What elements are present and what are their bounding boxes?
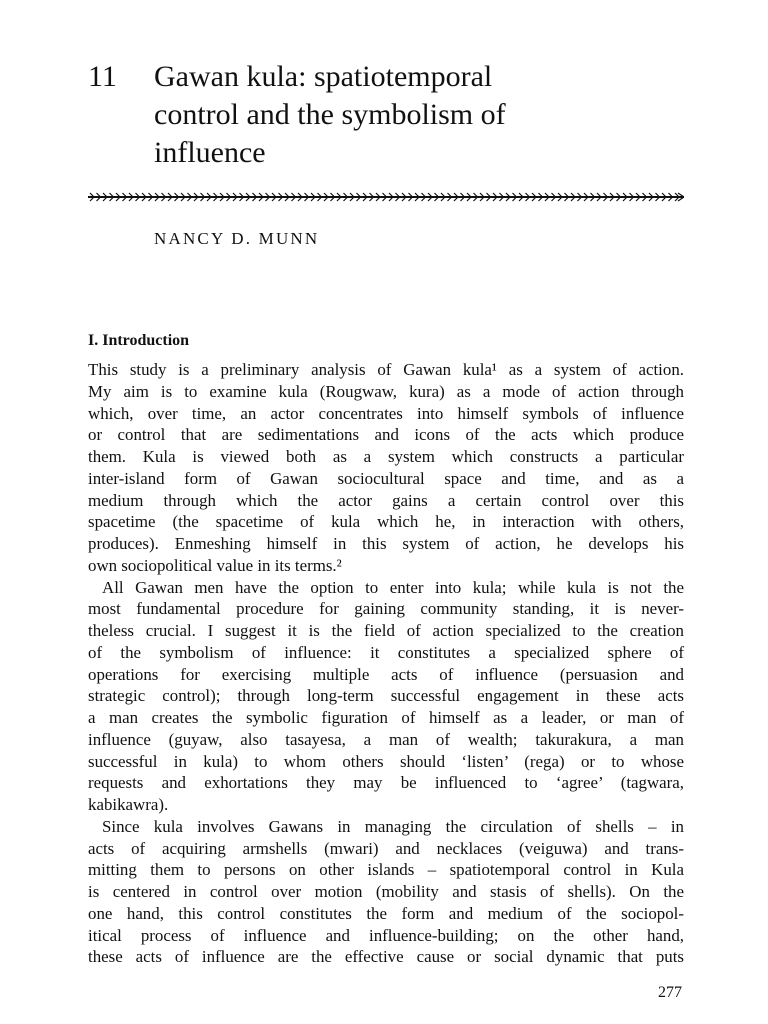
chapter-title-lines	[154, 58, 506, 172]
text-line: successful in kula) to whom others should ‘listen’ (rega) or to whose	[88, 751, 684, 771]
text-line: This study is a preliminary analysis of Gawan kula¹ as a system of action.	[88, 360, 684, 379]
text-line: produces). Enmeshing himself in this system of action, he develops his	[88, 534, 684, 553]
page-number: 277	[658, 984, 682, 1001]
text-line: itical process of influence and influence-building; on the other hand,	[88, 925, 684, 945]
text-line: which, over time, an actor concentrates into himself symbols of influence	[88, 403, 684, 423]
text-line: My aim is to examine kula (Rougwaw, kura) as a mode of action through	[88, 381, 684, 401]
text-line: requests and exhortations they may be influenced to ‘agree’ (tagwara,	[88, 773, 684, 793]
text-line: a man creates the symbolic figuration of himself as a leader, or man of	[88, 708, 684, 727]
text-line: operations for exercising multiple acts of influence (persuasion and	[88, 664, 684, 684]
chapter-title	[88, 58, 708, 172]
chapter-title-line: influence	[154, 136, 266, 169]
text-line: spacetime (the spacetime of kula which he, in interaction with others,	[88, 512, 684, 532]
text-line: influence (guyaw, also tasayesa, a man of wealth; takurakura, a man	[88, 729, 684, 749]
text-line: of the symbolism of influence: it constitutes a specialized sphere of	[88, 642, 684, 662]
ornamental-divider	[88, 190, 684, 204]
text-line: or control that are sedimentations and icons of the acts which produce	[88, 425, 684, 445]
section-heading: I. Introduction	[88, 332, 190, 349]
text-line: most fundamental procedure for gaining community standing, it is never-	[88, 599, 684, 619]
text-line: kabikawra).	[88, 795, 169, 814]
body-text	[88, 359, 684, 968]
text-line: Since kula involves Gawans in managing the circulation of shells – in	[102, 816, 684, 836]
text-line: strategic control); through long-term successful engagement in these acts	[88, 686, 684, 706]
text-line: mitting them to persons on other islands – spatiotemporal control in Kula	[88, 860, 684, 880]
text-line: inter-island form of Gawan sociocultural space and time, and as a	[88, 468, 684, 488]
text-line: is centered in control over motion (mobility and stasis of shells). On the	[88, 882, 684, 901]
text-line: own sociopolitical value in its terms.²	[88, 555, 342, 575]
text-line: theless crucial. I suggest it is the field of action specialized to the creation	[88, 621, 684, 640]
author-name: NANCY D. MUNN	[154, 229, 320, 248]
chapter-number: 11	[88, 60, 117, 93]
text-line: medium through which the actor gains a certain control over this	[88, 490, 684, 510]
chapter-title-line: Gawan kula: spatiotemporal	[154, 60, 493, 93]
text-line: All Gawan men have the option to enter into kula; while kula is not the	[102, 577, 684, 597]
text-line: these acts of influence are the effective cause or social dynamic that puts	[88, 947, 684, 967]
chapter-title-line: control and the symbolism of	[154, 98, 506, 131]
text-line: them. Kula is viewed both as a system which constructs a particular	[88, 447, 684, 466]
text-line: acts of acquiring armshells (mwari) and necklaces (veiguwa) and trans-	[88, 838, 684, 858]
text-line: one hand, this control constitutes the form and medium of the sociopol-	[88, 903, 684, 923]
